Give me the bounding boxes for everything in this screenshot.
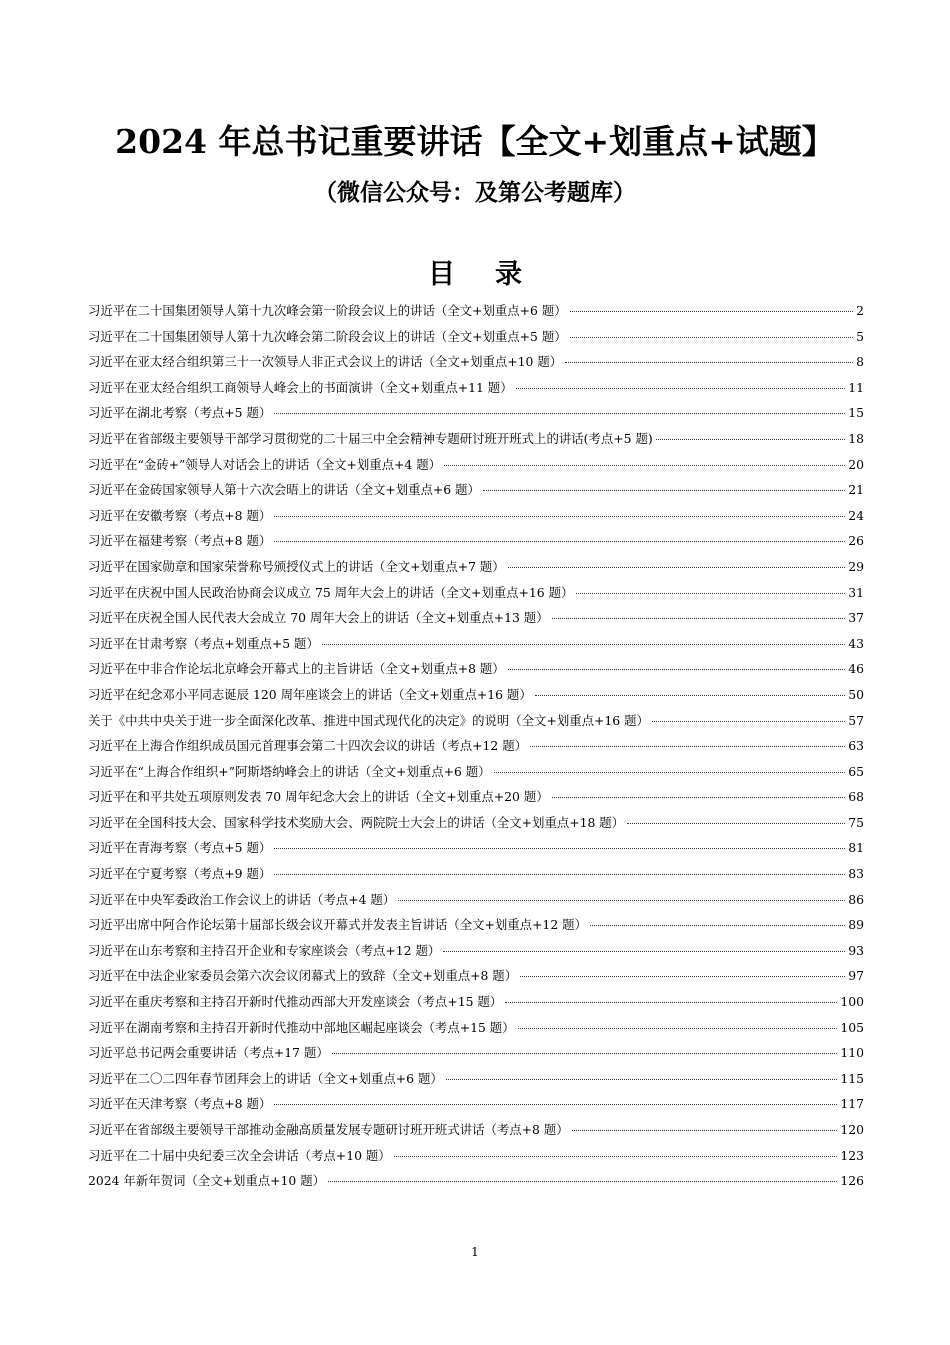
toc-entry[interactable] [88, 963, 864, 989]
toc-entry-page: 105 [840, 1019, 864, 1035]
toc-entry[interactable] [88, 503, 864, 529]
toc-entry-page: 21 [848, 482, 864, 498]
toc-entry[interactable] [88, 1117, 864, 1143]
toc-entry[interactable] [88, 631, 864, 657]
toc-entry[interactable] [88, 528, 864, 554]
toc-entry-title: 习近平在湖北考察（考点+5 题） [88, 405, 272, 421]
toc-entry-title: 习近平在中非合作论坛北京峰会开幕式上的主旨讲话（全文+划重点+8 题） [88, 661, 505, 677]
toc-leader-dots [518, 1028, 838, 1029]
toc-entry-page: 20 [848, 456, 864, 472]
toc-entry-page: 5 [856, 328, 864, 344]
toc-entry-page: 29 [848, 558, 864, 574]
toc-entry-title: 习近平在和平共处五项原则发表 70 周年纪念大会上的讲话（全文+划重点+20 题） [88, 789, 549, 805]
toc-leader-dots [328, 1181, 837, 1182]
toc-entry-title: 习近平在湖南考察和主持召开新时代推动中部地区崛起座谈会（考点+15 题） [88, 1019, 515, 1035]
toc-entry-page: 93 [848, 942, 864, 958]
toc-entry-title: 习近平在“上海合作组织+”阿斯塔纳峰会上的讲话（全文+划重点+6 题） [88, 763, 491, 779]
toc-entry-title: 习近平在福建考察（考点+8 题） [88, 533, 272, 549]
toc-leader-dots [505, 1002, 837, 1003]
toc-entry[interactable] [88, 656, 864, 682]
page-number: 1 [471, 1245, 479, 1259]
toc-leader-dots [656, 439, 846, 440]
toc-leader-dots [394, 1156, 838, 1157]
toc-entry-title: 习近平在甘肃考察（考点+划重点+5 题） [88, 635, 319, 651]
toc-entry-page: 24 [848, 507, 864, 523]
toc-entry-title: 习近平在全国科技大会、国家科学技术奖励大会、两院院士大会上的讲话（全文+划重点+18 题） [88, 814, 625, 830]
toc-leader-dots [572, 1130, 838, 1131]
toc-entry-title: 习近平在安徽考察（考点+8 题） [88, 507, 272, 523]
toc-entry-page: 57 [848, 712, 864, 728]
toc-entry-page: 83 [848, 866, 864, 882]
toc-entry-page: 110 [840, 1045, 864, 1061]
toc-entry-title: 习近平在二十国集团领导人第十九次峰会第一阶段会议上的讲话（全文+划重点+6 题） [88, 303, 567, 318]
toc-entry[interactable] [88, 1143, 864, 1169]
toc-entry-page: 120 [840, 1122, 864, 1137]
toc-entry-title: 习近平在中法企业家委员会第六次会议闭幕式上的致辞（全文+划重点+8 题） [88, 968, 518, 984]
toc-entry[interactable] [88, 733, 864, 759]
toc-entry-page: 50 [848, 686, 864, 702]
toc-entry-page: 11 [848, 379, 864, 395]
toc-leader-dots [274, 1104, 837, 1105]
toc-entry-page: 63 [848, 738, 864, 754]
toc-entry[interactable] [88, 324, 864, 350]
toc-entry[interactable] [88, 349, 864, 375]
toc-entry-title: 习近平在金砖国家领导人第十六次会晤上的讲话（全文+划重点+6 题） [88, 482, 480, 498]
toc-entry-title: 习近平在山东考察和主持召开企业和专家座谈会（考点+12 题） [88, 942, 441, 958]
toc-leader-dots [332, 1053, 838, 1054]
toc-heading: 目录 [428, 259, 562, 290]
toc-entry-page: 8 [856, 354, 864, 370]
toc-entry-page: 2 [856, 303, 864, 318]
toc-entry-title: 习近平在纪念邓小平同志诞辰 120 周年座谈会上的讲话（全文+划重点+16 题） [88, 686, 532, 702]
toc-entry-title: 习近平在二〇二四年春节团拜会上的讲话（全文+划重点+6 题） [88, 1070, 443, 1086]
toc-leader-dots [552, 618, 846, 619]
toc-leader-dots [444, 465, 845, 466]
toc-leader-dots [520, 976, 845, 977]
toc-leader-dots [535, 695, 846, 696]
toc-leader-dots [483, 490, 845, 491]
toc-entry[interactable] [88, 477, 864, 503]
toc-entry-page: 115 [840, 1070, 864, 1086]
toc-entry[interactable] [88, 708, 864, 734]
toc-entry-page: 31 [848, 584, 864, 600]
toc-leader-dots [443, 951, 845, 952]
toc-entry[interactable] [88, 989, 864, 1015]
toc-leader-dots [530, 746, 845, 747]
toc-leader-dots [565, 362, 853, 363]
toc-entry-title: 2024 年新年贺词（全文+划重点+10 题） [88, 1173, 326, 1189]
toc-entry-title: 习近平在国家勋章和国家荣誉称号颁授仪式上的讲话（全文+划重点+7 题） [88, 558, 505, 574]
toc-entry[interactable] [88, 554, 864, 580]
toc-entry-title: 习近平在“金砖+”领导人对话会上的讲话（全文+划重点+4 题） [88, 456, 442, 472]
toc-entry-title: 习近平在庆祝中国人民政治协商会议成立 75 周年大会上的讲话（全文+划重点+16 题） [88, 584, 574, 600]
toc-leader-dots [508, 567, 846, 568]
toc-leader-dots [274, 413, 845, 414]
toc-entry-title: 习近平在亚太经合组织第三十一次领导人非正式会议上的讲话（全文+划重点+10 题） [88, 354, 563, 370]
toc-entry-title: 习近平在重庆考察和主持召开新时代推动西部大开发座谈会（考点+15 题） [88, 994, 503, 1010]
toc-entry[interactable] [88, 400, 864, 426]
toc-entry-title: 习近平在天津考察（考点+8 题） [88, 1096, 272, 1112]
toc-entry[interactable] [88, 1015, 864, 1041]
toc-leader-dots [508, 669, 846, 670]
toc-entry-title: 习近平在宁夏考察（考点+9 题） [88, 866, 272, 882]
toc-leader-dots [516, 388, 846, 389]
toc-entry-page: 68 [848, 789, 864, 805]
toc-entry-title: 习近平总书记两会重要讲话（考点+17 题） [88, 1045, 329, 1061]
toc-entry[interactable] [88, 375, 864, 401]
toc-entry[interactable] [88, 426, 864, 452]
toc-leader-dots [274, 874, 845, 875]
document-subtitle: （微信公众号：及第公考题库） [314, 179, 636, 206]
toc-entry[interactable] [88, 580, 864, 606]
toc-entry-title: 关于《中共中央关于进一步全面深化改革、推进中国式现代化的决定》的说明（全文+划重点+16 题） [88, 712, 649, 728]
toc-entry-title: 习近平在亚太经合组织工商领导人峰会上的书面演讲（全文+划重点+11 题） [88, 379, 513, 395]
toc-leader-dots [627, 823, 845, 824]
toc-entry-page: 65 [848, 763, 864, 779]
toc-entry[interactable] [88, 861, 864, 887]
toc-entry[interactable] [88, 810, 864, 836]
toc-entry[interactable] [88, 682, 864, 708]
toc-entry-page: 15 [848, 405, 864, 421]
toc-entry-page: 26 [848, 533, 864, 549]
toc-entry-page: 18 [848, 430, 864, 446]
table-of-contents [88, 298, 864, 1194]
toc-entry-title: 习近平在省部级主要领导干部推动金融高质量发展专题研讨班开班式讲话（考点+8 题） [88, 1122, 569, 1137]
toc-entry-page: 89 [848, 917, 864, 933]
toc-entry[interactable] [88, 938, 864, 964]
toc-entry-title: 习近平出席中阿合作论坛第十届部长级会议开幕式并发表主旨讲话（全文+划重点+12 题） [88, 917, 587, 933]
toc-entry-page: 100 [840, 994, 864, 1010]
toc-leader-dots [274, 848, 845, 849]
toc-entry-page: 37 [848, 610, 864, 626]
toc-leader-dots [446, 1079, 838, 1080]
toc-entry-page: 43 [848, 635, 864, 651]
toc-leader-dots [398, 900, 845, 901]
toc-entry-title: 习近平在上海合作组织成员国元首理事会第二十四次会议的讲话（考点+12 题） [88, 738, 527, 754]
toc-entry[interactable] [88, 605, 864, 631]
toc-entry-page: 75 [848, 814, 864, 830]
toc-entry-page: 117 [840, 1096, 864, 1112]
toc-entry-title: 习近平在二十届中央纪委三次全会讲话（考点+10 题） [88, 1147, 391, 1163]
toc-entry-title: 习近平在青海考察（考点+5 题） [88, 840, 272, 856]
document-title: 2024 年总书记重要讲话【全文+划重点+试题】 [115, 122, 835, 161]
toc-entry[interactable] [88, 784, 864, 810]
toc-leader-dots [590, 925, 845, 926]
toc-entry-title: 习近平在庆祝全国人民代表大会成立 70 周年大会上的讲话（全文+划重点+13 题） [88, 610, 549, 626]
toc-entry[interactable] [88, 887, 864, 913]
toc-entry[interactable] [88, 1066, 864, 1092]
toc-entry-page: 81 [848, 840, 864, 856]
toc-entry-title: 习近平在省部级主要领导干部学习贯彻党的二十届三中全会精神专题研讨班开班式上的讲话(考点+5 题) [88, 430, 653, 446]
toc-leader-dots [570, 337, 853, 338]
toc-leader-dots [322, 644, 845, 645]
toc-entry-page: 46 [848, 661, 864, 677]
toc-entry[interactable] [88, 452, 864, 478]
toc-entry-title: 习近平在二十国集团领导人第十九次峰会第二阶段会议上的讲话（全文+划重点+5 题） [88, 328, 567, 344]
toc-leader-dots [552, 797, 846, 798]
toc-leader-dots [274, 541, 845, 542]
toc-entry-page: 97 [848, 968, 864, 984]
toc-entry[interactable] [88, 1040, 864, 1066]
toc-entry-title: 习近平在中央军委政治工作会议上的讲话（考点+4 题） [88, 891, 396, 907]
toc-leader-dots [652, 721, 845, 722]
toc-entry-page: 86 [848, 891, 864, 907]
toc-entry[interactable] [88, 298, 864, 324]
toc-entry[interactable] [88, 912, 864, 938]
toc-entry-page: 123 [840, 1147, 864, 1163]
toc-leader-dots [570, 311, 853, 312]
toc-leader-dots [274, 516, 845, 517]
toc-leader-dots [494, 772, 846, 773]
toc-entry[interactable] [88, 1168, 864, 1194]
toc-entry[interactable] [88, 835, 864, 861]
toc-entry[interactable] [88, 759, 864, 785]
toc-entry[interactable] [88, 1091, 864, 1117]
toc-entry-page: 126 [840, 1173, 864, 1189]
toc-leader-dots [576, 593, 845, 594]
